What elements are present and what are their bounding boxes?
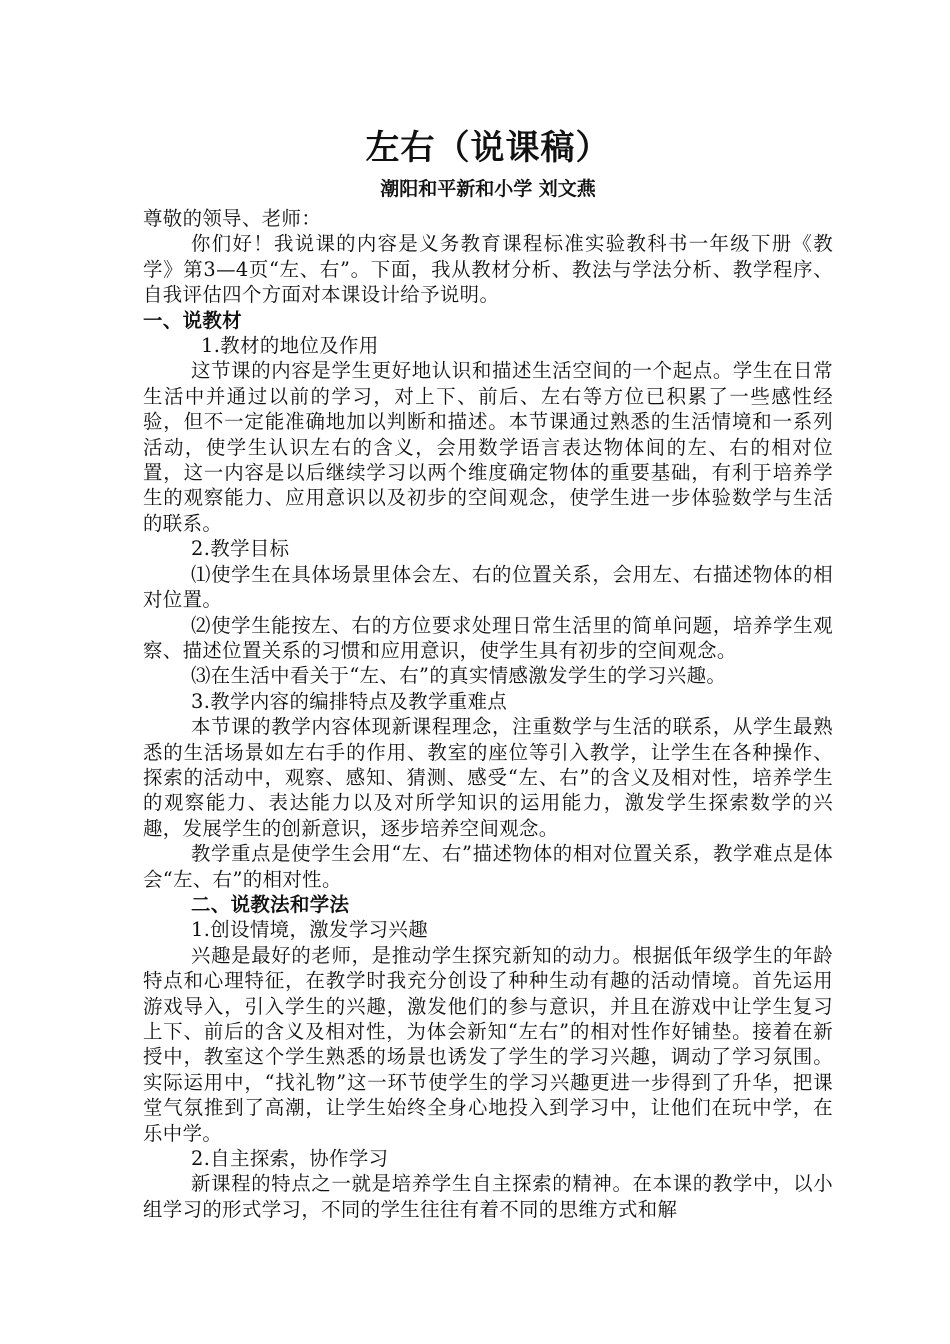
greeting: 尊敬的领导、老师： (143, 207, 322, 230)
author-line: 潮阳和平新和小学 刘文燕 (380, 178, 596, 200)
goal-3: ⑶在生活中看关于“左、右”的真实情感激发学生的学习兴趣。 (191, 664, 727, 688)
subsection-1-3-heading: 3.教学内容的编排特点及教学重难点 (191, 689, 508, 713)
goal-1: ⑴使学生在具体场景里体会左、右的位置关系，会用左、右描述物体的相对位置。 (143, 562, 833, 612)
intro-paragraph: 你们好！我说课的内容是义务教育课程标准实验教科书一年级下册《教学》第3—4页“左、右”。下面，我从教材分析、教法与学法分析、教学程序、自我评估四个方面对本课设计给予说明。 (143, 232, 833, 307)
subsection-2-2-heading: 2.自主探索，协作学习 (191, 1147, 389, 1171)
subsection-1-1-heading: 1.教材的地位及作用 (201, 334, 379, 358)
subsection-2-2-body: 新课程的特点之一就是培养学生自主探索的精神。在本课的教学中，以小组学习的形式学习，不同的学生往往有着不同的思维方式和解 (143, 1172, 833, 1221)
document-title: 左右（说课稿） (365, 128, 611, 168)
subsection-2-1-body: 兴趣是最好的老师，是推动学生探究新知的动力。根据低年级学生的年龄特点和心理特征，在教学时我充分创设了种种生动有趣的活动情境。首先运用游戏导入，引入学生的兴趣，激发他们的参与意识，并且在游戏中让学生复习上下、前后的含义及相对性，为体会新知“左右”的相对性作好铺垫。接着在新授中，教室这个学生熟悉的场景也诱发了学生的学习兴趣，调动了学习氛围。实际运用中，“找礼物”这一环节使学生的学习兴趣更进一步得到了升华，把课堂气氛推到了高潮，让学生始终全身心地投入到学习中，让他们在玩中学，在乐中学。 (143, 943, 833, 1145)
document-page (143, 120, 833, 1222)
subsection-1-1-body: 这节课的内容是学生更好地认识和描述生活空间的一个起点。学生在日常生活中并通过以前的学习，对上下、前后、左右等方位已积累了一些感性经验，但不一定能准确地加以判断和描述。本节课通过熟悉的生活情境和一系列活动，使学生认识左右的含义，会用数学语言表达物体间的左、右的相对位置，这一内容是以后继续学习以两个维度确定物体的重要基础，有利于培养学生的观察能力、应用意识以及初步的空间观念，使学生进一步体验数学与生活的联系。 (143, 359, 833, 535)
subsection-2-1-heading: 1.创设情境，激发学习兴趣 (191, 918, 428, 942)
section-1-heading: 一、说教材 (143, 308, 242, 332)
subsection-1-3-body: 本节课的教学内容体现新课程理念，注重数学与生活的联系，从学生最熟悉的生活场景如左右手的作用、教室的座位等引入教学，让学生在各种操作、探索的活动中，观察、感知、猜测、感受“左、右”的含义及相对性，培养学生的观察能力、表达能力以及对所学知识的运用能力，激发学生探索数学的兴趣，发展学生的创新意识，逐步培养空间观念。 (143, 715, 833, 840)
subsection-1-2-heading: 2.教学目标 (191, 537, 290, 561)
section-2-heading: 二、说教法和学法 (191, 892, 350, 916)
key-difficult-points: 教学重点是使学生会用“左、右”描述物体的相对位置关系，教学难点是体会“左、右”的相对性。 (143, 842, 833, 891)
goal-2: ⑵使学生能按左、右的方位要求处理日常生活里的简单问题，培养学生观察、描述位置关系的习惯和应用意识，使学生具有初步的空间观念。 (143, 613, 833, 662)
